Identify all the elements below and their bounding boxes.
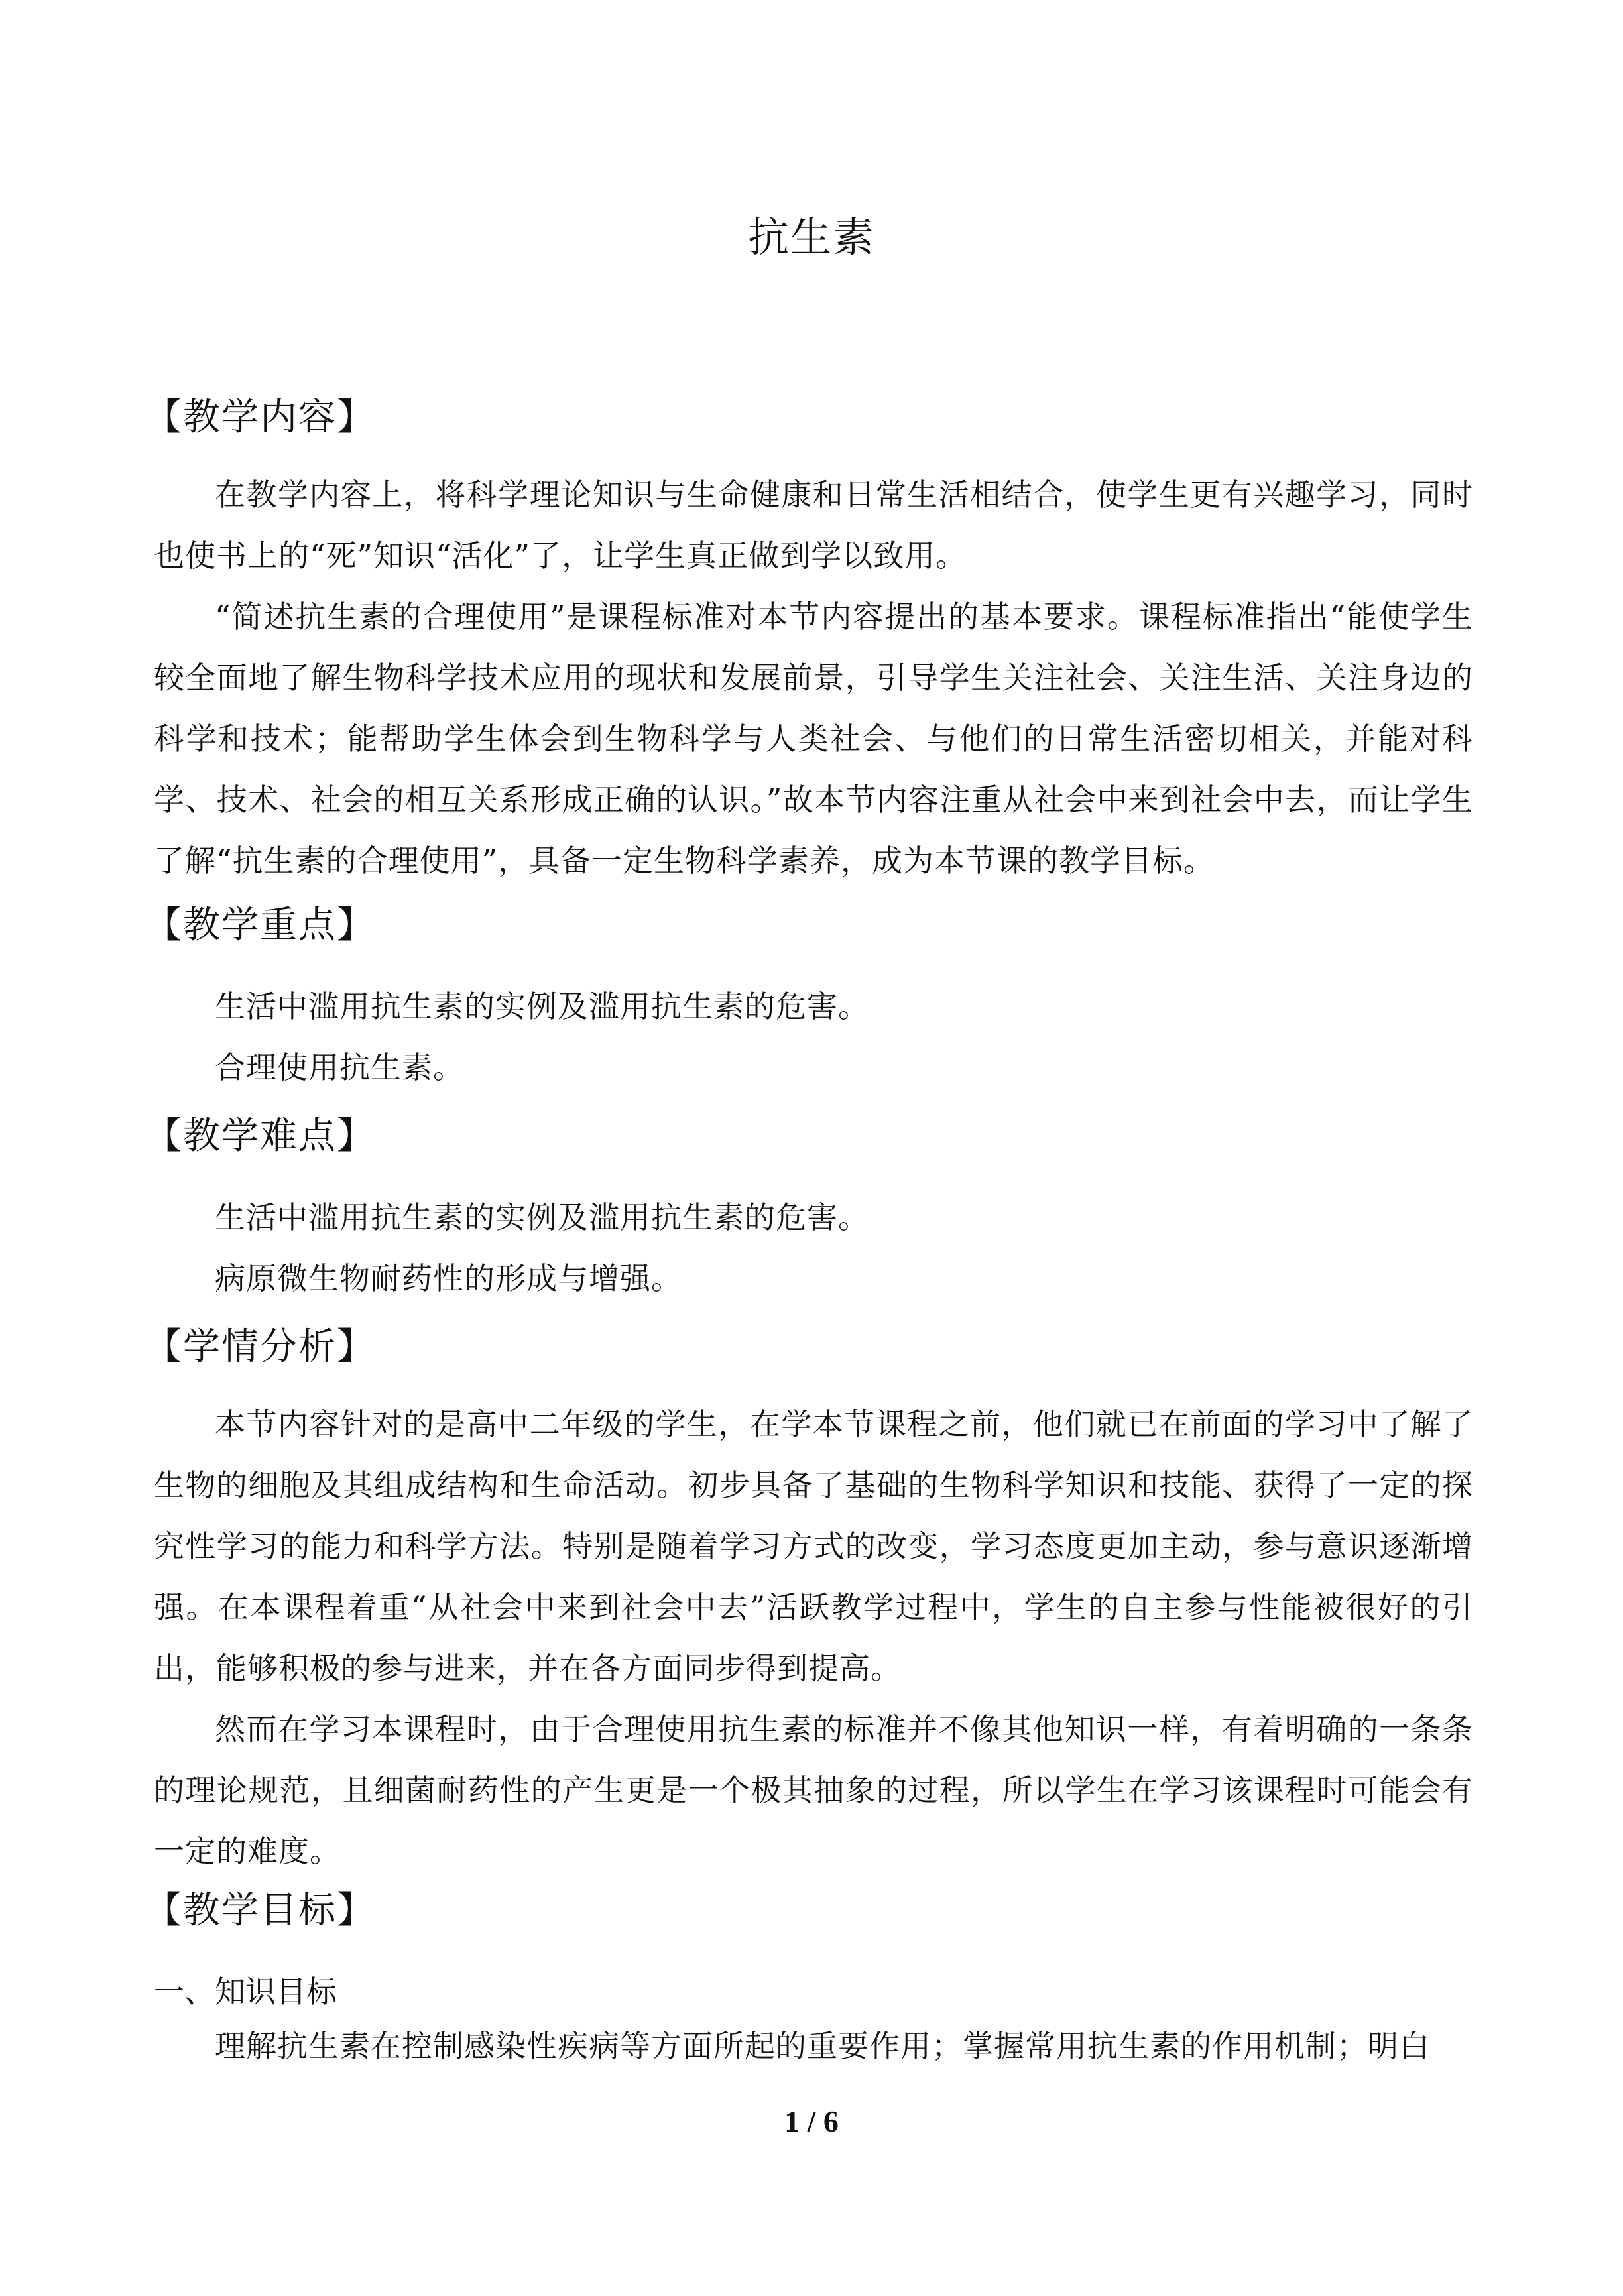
key-point-item-2: 合理使用抗生素。 [215,1050,464,1085]
objectives-paragraph: 理解抗生素在控制感染性疾病等方面所起的重要作用；掌握常用抗生素的作用机制；明白 [215,2028,1430,2064]
content-paragraph-1: 在教学内容上，将科学理论知识与生命健康和日常生活相结合，使学生更有兴趣学习，同时也使书上的“死”知识“活化”了，让学生真正做到学以致用。 [154,477,1473,574]
document-title: 抗生素 [747,213,875,261]
section-heading-objectives: 【教学目标】 [145,1889,375,1932]
section-heading-content: 【教学内容】 [145,396,375,439]
section-heading-analysis: 【学情分析】 [145,1325,375,1368]
difficulty-item-1: 生活中滥用抗生素的实例及滥用抗生素的危害。 [215,1199,869,1235]
analysis-paragraph-2: 然而在学习本课程时，由于合理使用抗生素的标准并不像其他知识一样，有着明确的一条条的理论规范，且细菌耐药性的产生更是一个极其抽象的过程，所以学生在学习该课程时可能会有一定的难度。 [154,1711,1473,1869]
section-heading-key-points: 【教学重点】 [145,904,375,947]
difficulty-item-2: 病原微生物耐药性的形成与增强。 [215,1260,682,1296]
key-point-item-1: 生活中滥用抗生素的实例及滥用抗生素的危害。 [215,989,869,1024]
analysis-paragraph-1: 本节内容针对的是高中二年级的学生，在学本节课程之前，他们就已在前面的学习中了解了生物的细胞及其组成结构和生命活动。初步具备了基础的生物科学知识和技能、获得了一定的探究性学习的能力和科学方法。特别是随着学习方式的改变，学习态度更加主动，参与意识逐渐增强。在本课程着重“从社会中来到社会中去”活跃教学过程中，学生的自主参与性能被很好的引出，能够积极的参与进来，并在各方面同步得到提高。 [154,1406,1473,1686]
content-paragraph-2: “简述抗生素的合理使用”是课程标准对本节内容提出的基本要求。课程标准指出“能使学生较全面地了解生物科学技术应用的现状和发展前景，引导学生关注社会、关注生活、关注身边的科学和技术；能帮助学生体会到生物科学与人类社会、与他们的日常生活密切相关，并能对科学、技术、社会的相互关系形成正确的认识。”故本节内容注重从社会中来到社会中去，而让学生了解“抗生素的合理使用”，具备一定生物科学素养，成为本节课的教学目标。 [154,599,1473,878]
section-heading-difficulties: 【教学难点】 [145,1115,375,1158]
page-number: 1 / 6 [784,2104,839,2138]
objectives-subheading: 一、知识目标 [154,1974,337,2010]
